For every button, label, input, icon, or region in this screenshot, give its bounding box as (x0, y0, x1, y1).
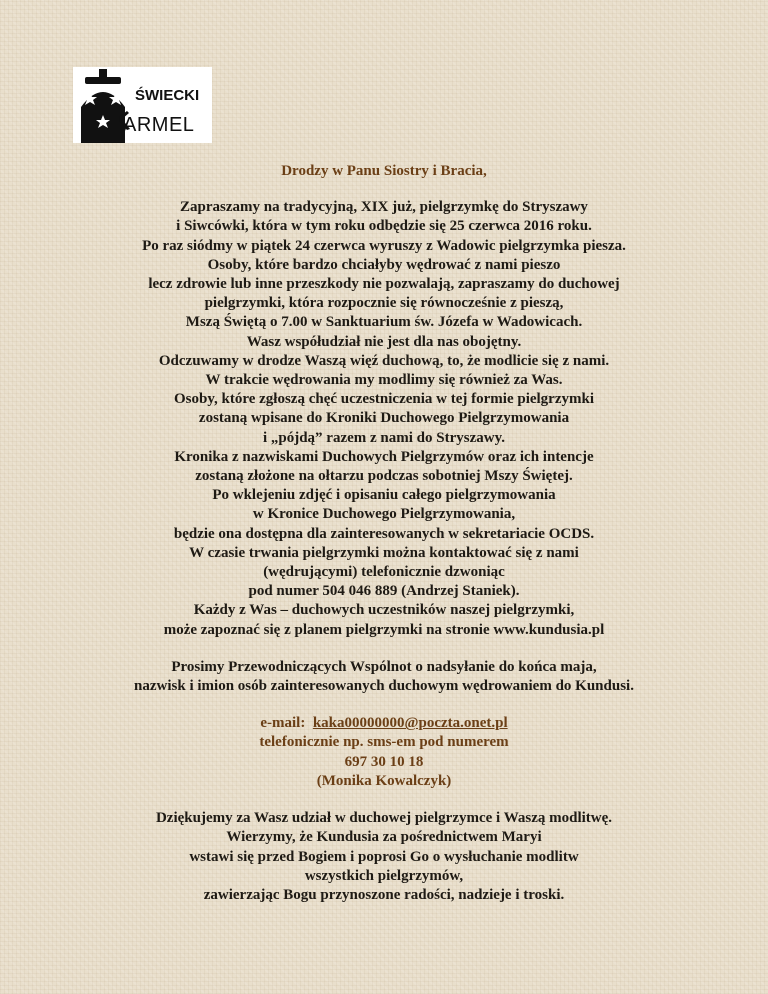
logo-text-karmel: ARMEL (123, 114, 195, 136)
paragraph-line: nazwisk i imion osób zainteresowanych duchowym wędrowaniem do Kundusi. (134, 678, 634, 695)
paragraph-line: Po wklejeniu zdjęć i opisaniu całego pielgrzymowania (212, 487, 556, 504)
secular-carmel-logo (73, 67, 212, 143)
logo-text-swiecki: ŚWIECKI (135, 87, 200, 104)
paragraph-line: w Kronice Duchowego Pielgrzymowania, (252, 506, 516, 523)
paragraph-line: i „pójdą” razem z nami do Stryszawy. (262, 429, 506, 446)
paragraph-line: zostaną wpisane do Kroniki Duchowego Pielgrzymowania (198, 410, 570, 427)
paragraph-line: pod numer 504 046 889 (Andrzej Staniek). (248, 583, 520, 600)
request-paragraph (0, 658, 768, 696)
paragraph-line: W trakcie wędrowania my modlimy się również za Was. (205, 372, 563, 389)
paragraph-line: W czasie trwania pielgrzymki można kontaktować się z nami (189, 544, 579, 561)
email-link[interactable]: kaka00000000@poczta.onet.pl (312, 715, 508, 732)
sms-line: telefonicznie np. sms-em pod numerem (259, 734, 509, 751)
paragraph-line: Mszą Świętą o 7.00 w Sanktuarium św. Józefa w Wadowicach. (185, 314, 583, 331)
paragraph-line: lecz zdrowie lub inne przeszkody nie pozwalają, zapraszamy do duchowej (148, 276, 620, 293)
paragraph-line: i Siwcówki, która w tym roku odbędzie się 25 czerwca 2016 roku. (176, 218, 592, 235)
paragraph-line: może zapoznać się z planem pielgrzymki na stronie www.kundusia.pl (163, 621, 605, 638)
paragraph-line: Prosimy Przewodniczących Wspólnot o nadsyłanie do końca maja, (171, 658, 597, 675)
contact-block (0, 714, 768, 791)
contact-person: (Monika Kowalczyk) (316, 772, 452, 789)
paragraph-line: Osoby, które bardzo chciałyby wędrować z nami pieszo (207, 256, 561, 273)
paragraph-line: wszystkich pielgrzymów, (304, 867, 464, 884)
paragraph-line: wstawi się przed Bogiem i poprosi Go o wysłuchanie modlitw (189, 848, 579, 865)
letter-body (0, 162, 768, 905)
paragraph-line: zostaną złożone na ołtarzu podczas sobotniej Mszy Świętej. (195, 468, 573, 485)
paragraph-line: Wierzymy, że Kundusia za pośrednictwem Maryi (226, 829, 542, 846)
paragraph-line: Odczuwamy w drodze Waszą więź duchową, to, że modlicie się z nami. (158, 352, 610, 369)
email-line (0, 714, 768, 733)
paragraph-line: Zapraszamy na tradycyjną, XIX już, pielgrzymkę do Stryszawy (180, 199, 588, 216)
paragraph-line: Dziękujemy za Wasz udział w duchowej pielgrzymce i Waszą modlitwę. (155, 810, 613, 827)
paragraph-line: Kronika z nazwiskami Duchowych Pielgrzymów oraz ich intencje (174, 448, 594, 465)
paragraph-line: będzie ona dostępna dla zainteresowanych w sekretariacie OCDS. (173, 525, 595, 542)
invitation-paragraph (0, 198, 768, 640)
paragraph-line: Wasz współudział nie jest dla nas obojętny. (246, 333, 522, 350)
paragraph-line: zawierzając Bogu przynoszone radości, nadzieje i troski. (203, 886, 565, 903)
phone-number: 697 30 10 18 (344, 753, 424, 770)
paragraph-line: Osoby, które zgłoszą chęć uczestniczenia w tej formie pielgrzymki (173, 391, 595, 408)
paragraph-line: Każdy z Was – duchowych uczestników naszej pielgrzymki, (193, 602, 575, 619)
paragraph-line: Po raz siódmy w piątek 24 czerwca wyruszy z Wadowic pielgrzymka piesza. (142, 237, 626, 254)
greeting: Drodzy w Panu Siostry i Bracia, (281, 163, 487, 179)
email-label: e-mail: (260, 715, 306, 732)
paragraph-line: pielgrzymki, która rozpocznie się równocześnie z pieszą, (204, 295, 564, 312)
paragraph-line: (wędrującymi) telefonicznie dzwoniąc (263, 564, 505, 581)
closing-paragraph (0, 809, 768, 905)
